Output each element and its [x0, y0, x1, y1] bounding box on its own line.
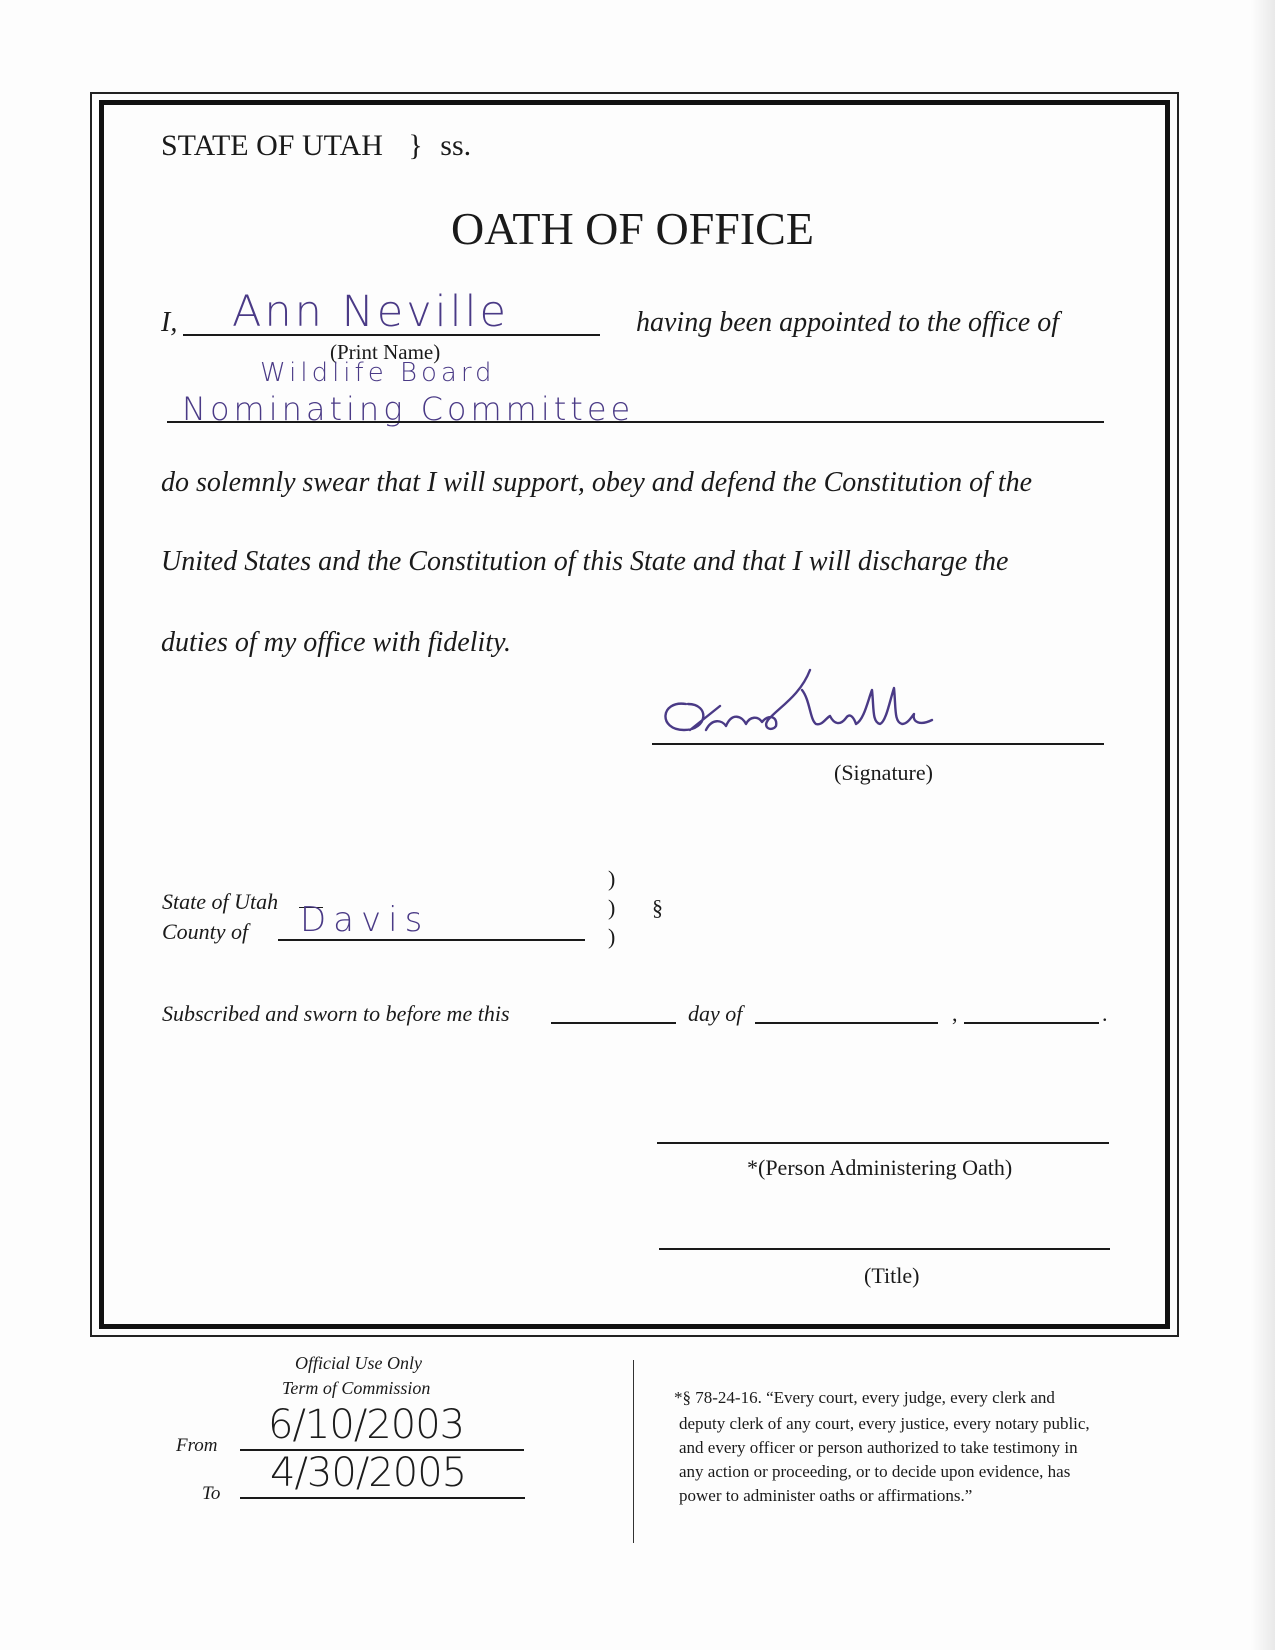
state-header-ss: ss. — [440, 129, 472, 162]
to-value: 4/30/2005 — [270, 1450, 467, 1496]
subscribed-day-of: day of — [688, 1001, 743, 1026]
oath-body-line3: duties of my office with fidelity. — [161, 627, 511, 658]
print-name-label: (Print Name) — [330, 340, 441, 364]
title-line — [659, 1248, 1110, 1250]
subscribed-comma: , — [952, 1001, 958, 1026]
administrator-line — [657, 1142, 1109, 1144]
subscribed-month-line — [755, 1022, 938, 1024]
state-header — [161, 129, 471, 163]
oath-body-line1: do solemnly swear that I will support, obey and defend the Constitution of the — [161, 467, 1033, 498]
footnote-line-1: *§ 78-24-16. “Every court, every judge, every clerk and — [674, 1388, 1055, 1407]
footnote-line-4: any action or proceeding, or to decide upon evidence, has — [679, 1462, 1071, 1481]
signature-line — [652, 743, 1104, 745]
venue-paren-3: ) — [608, 924, 616, 949]
oath-prefix: I, — [161, 307, 178, 338]
administrator-label: *(Person Administering Oath) — [747, 1155, 1013, 1180]
oath-body-line2: United States and the Constitution of this State and that I will discharge the — [161, 546, 1009, 577]
venue-state-label: State of Utah — [162, 889, 279, 914]
venue-section-symbol: § — [652, 895, 663, 920]
office-value-line1: Wildlife Board — [260, 358, 496, 388]
to-line — [240, 1497, 525, 1499]
venue-paren-2: ) — [608, 895, 616, 920]
venue-county-value: Davis — [300, 900, 430, 940]
official-use-heading: Official Use Only — [295, 1353, 422, 1373]
venue-county-label: County of — [162, 919, 249, 944]
subscribed-year-line — [964, 1022, 1099, 1024]
subscribed-day-line — [551, 1022, 676, 1024]
signature-label: (Signature) — [834, 760, 933, 785]
state-header-brace: } — [408, 129, 423, 162]
from-label: From — [176, 1435, 218, 1456]
footnote-line-3: and every officer or person authorized to take testimony in — [679, 1438, 1078, 1457]
footnote-line-5: power to administer oaths or affirmations.” — [679, 1486, 973, 1505]
office-value-line2: Nominating Committee — [182, 390, 635, 428]
venue-paren-1: ) — [608, 866, 616, 891]
office-line — [167, 421, 1104, 423]
title-label: (Title) — [864, 1263, 920, 1288]
print-name-value: Ann Neville — [232, 287, 509, 337]
footnote-line-2: deputy clerk of any court, every justice, every notary public, — [679, 1414, 1090, 1433]
appointed-text: having been appointed to the office of — [636, 307, 1060, 338]
footer-divider — [633, 1360, 634, 1543]
signature-handwriting — [650, 660, 1010, 740]
subscribed-text: Subscribed and sworn to before me this — [162, 1001, 510, 1026]
to-label: To — [202, 1483, 221, 1504]
from-value: 6/10/2003 — [268, 1402, 465, 1448]
subscribed-period: . — [1102, 1001, 1108, 1026]
state-header-text: STATE OF UTAH — [161, 129, 383, 162]
term-of-commission-heading: Term of Commission — [282, 1378, 431, 1398]
page-title: OATH OF OFFICE — [451, 203, 814, 254]
